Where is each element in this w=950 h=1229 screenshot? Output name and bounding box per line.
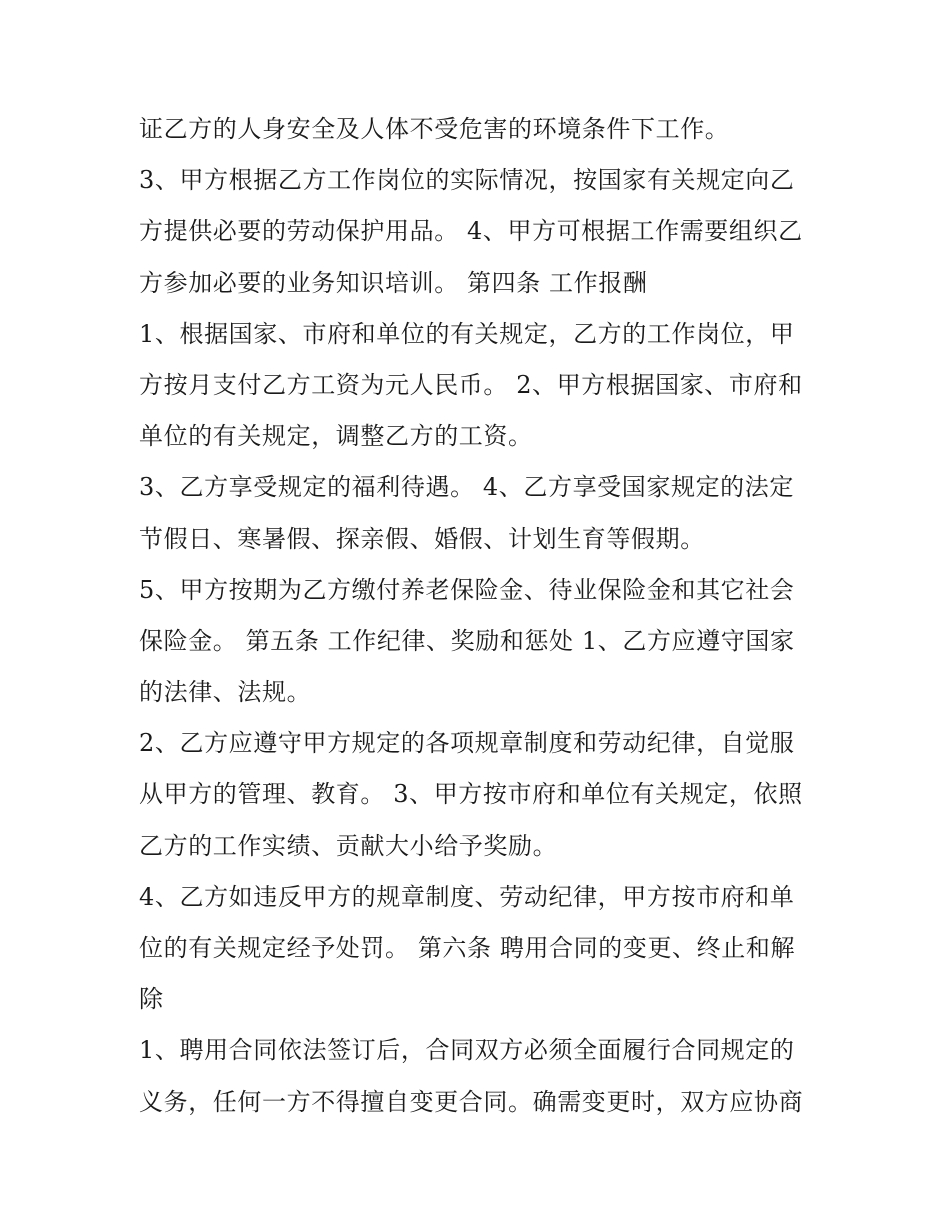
text-line: 方参加必要的业务知识培训。 第四条 工作报酬 [139,268,648,297]
text-line: 的法律、法规。 [139,678,312,707]
text-line: 证乙方的人身安全及人体不受危害的环境条件下工作。 [139,115,730,143]
text-line: 3、甲方根据乙方工作岗位的实际情况，按国家有关规定向乙 [139,166,795,195]
text-line: 1、聘用合同依法签订后，合同双方必须全面履行合同规定的 [139,1036,795,1065]
text-line: 除 [139,985,164,1014]
text-line: 4、乙方如违反甲方的规章制度、劳动纪律，甲方按市府和单 [139,882,795,911]
text-line: 义务，任何一方不得擅自变更合同。确需变更时，双方应协商 [139,1087,804,1116]
text-line: 保险金。 第五条 工作纪律、奖励和惩处 1、乙方应遵守国家 [139,626,795,655]
text-line: 3、乙方享受规定的福利待遇。 4、乙方享受国家规定的法定 [139,473,794,502]
text-line: 从甲方的管理、教育。 3、甲方按市府和单位有关规定，依照 [139,780,803,809]
text-line: 方按月支付乙方工资为元人民币。 2、甲方根据国家、市府和 [139,370,803,399]
text-line: 节假日、寒暑假、探亲假、婚假、计划生育等假期。 [139,524,705,553]
text-line: 方提供必要的劳动保护用品。 4、甲方可根据工作需要组织乙 [139,217,803,246]
text-line: 1、根据国家、市府和单位的有关规定，乙方的工作岗位，甲 [139,319,795,348]
text-line: 乙方的工作实绩、贡献大小给予奖励。 [139,831,558,860]
text-line: 2、乙方应遵守甲方规定的各项规章制度和劳动纪律，自觉服 [139,729,795,758]
text-line: 单位的有关规定，调整乙方的工资。 [139,422,533,451]
contract-text [139,104,829,1128]
text-line: 5、甲方按期为乙方缴付养老保险金、待业保险金和其它社会 [139,575,795,604]
text-line: 位的有关规定经予处罚。 第六条 聘用合同的变更、终止和解 [139,934,796,962]
